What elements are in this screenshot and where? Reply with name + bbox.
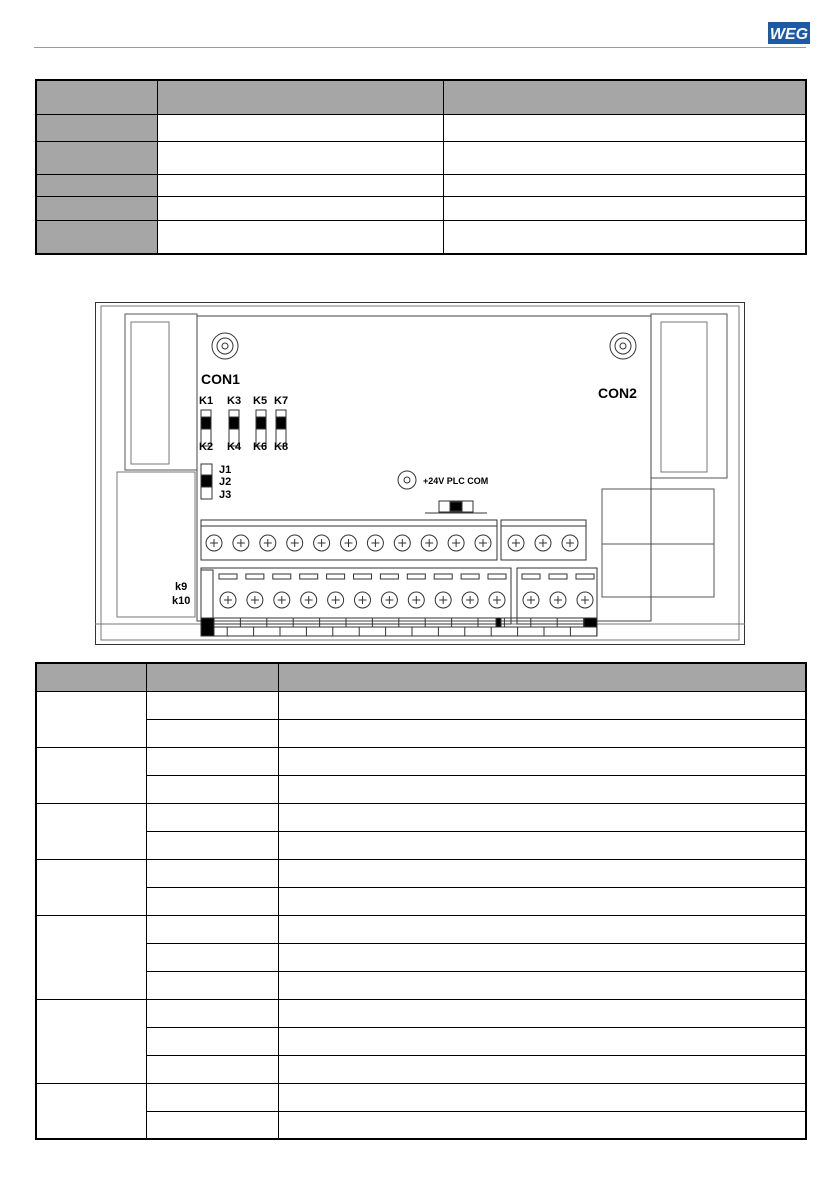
- terminal-screw-slot: [278, 596, 286, 604]
- terminal-tab: [354, 574, 372, 579]
- table-row: [36, 114, 806, 141]
- terminal-screw-slot: [291, 539, 299, 547]
- terminal-screw-slot: [345, 539, 353, 547]
- table-row: [36, 831, 806, 859]
- con2-label: CON2: [598, 385, 637, 401]
- k-label-bottom: K2: [199, 441, 214, 453]
- terminal-tab: [327, 574, 345, 579]
- bottom-table: [35, 662, 807, 1140]
- terminal-screw-slot: [332, 596, 340, 604]
- terminal-tab: [434, 574, 452, 579]
- terminal-screw-slot: [371, 539, 379, 547]
- table-row: [36, 1083, 806, 1111]
- terminal-tab: [522, 574, 540, 579]
- terminal-screw-slot: [439, 596, 447, 604]
- terminal-screw-slot: [466, 596, 474, 604]
- terminal-tab: [246, 574, 264, 579]
- table-header-row: [36, 663, 806, 691]
- terminal-screw-slot: [512, 539, 520, 547]
- table-row: [36, 747, 806, 775]
- table-header-row: [36, 80, 806, 114]
- jumper-label: J1: [219, 464, 232, 476]
- table-row: [36, 999, 806, 1027]
- terminal-screw-slot: [318, 539, 326, 547]
- terminal-screw-slot: [305, 596, 313, 604]
- k-label-top: K5: [253, 395, 268, 407]
- table-row: [36, 196, 806, 220]
- terminal-tab: [273, 574, 291, 579]
- table-row: [36, 691, 806, 719]
- terminal-screw-slot: [539, 539, 547, 547]
- terminal-screw-slot: [566, 539, 574, 547]
- terminal-tab: [380, 574, 398, 579]
- power-select-label: +24V PLC COM: [423, 476, 489, 486]
- k-label-top: K7: [274, 395, 289, 407]
- terminal-screw-slot: [581, 596, 589, 604]
- terminal-screw-slot: [479, 539, 487, 547]
- header-rule: [34, 47, 806, 48]
- k-label-bottom: K8: [274, 441, 289, 453]
- table-row: [36, 719, 806, 747]
- terminal-screw-slot: [452, 539, 460, 547]
- table-row: [36, 971, 806, 999]
- jumper-label: J3: [219, 489, 232, 501]
- table-row: [36, 220, 806, 254]
- table-row: [36, 1111, 806, 1139]
- terminal-screw-slot: [385, 596, 393, 604]
- k-label-bottom: K4: [227, 441, 242, 453]
- terminal-screw-slot: [210, 539, 218, 547]
- table-row: [36, 943, 806, 971]
- terminal-screw-slot: [237, 539, 245, 547]
- logo-text: WEG: [769, 26, 809, 43]
- table-row: [36, 859, 806, 887]
- terminal-screw-slot: [264, 539, 272, 547]
- terminal-screw-slot: [554, 596, 562, 604]
- terminal-screw-slot: [224, 596, 232, 604]
- terminal-tab: [488, 574, 506, 579]
- table-row: [36, 915, 806, 943]
- weg-logo: [768, 22, 810, 44]
- k-label-bottom: K6: [253, 441, 268, 453]
- top-table: [35, 79, 807, 255]
- terminal-screw-slot: [425, 539, 433, 547]
- k10-label: k10: [172, 595, 191, 607]
- terminal-tab: [461, 574, 479, 579]
- con1-label: CON1: [201, 371, 240, 387]
- terminal-tab: [219, 574, 237, 579]
- terminal-screw-slot: [398, 539, 406, 547]
- terminal-screw-slot: [527, 596, 535, 604]
- table-row: [36, 775, 806, 803]
- table-row: [36, 803, 806, 831]
- table-row: [36, 887, 806, 915]
- k-label-top: K3: [227, 395, 242, 407]
- k9-label: k9: [175, 581, 188, 593]
- table-row: [36, 1027, 806, 1055]
- terminal-screw-slot: [359, 596, 367, 604]
- terminal-screw-slot: [412, 596, 420, 604]
- k-label-top: K1: [199, 395, 214, 407]
- terminal-tab: [576, 574, 594, 579]
- table-row: [36, 1055, 806, 1083]
- terminal-screw-slot: [493, 596, 501, 604]
- control-board-diagram: [95, 302, 745, 645]
- terminal-tab: [549, 574, 567, 579]
- terminal-tab: [407, 574, 425, 579]
- table-row: [36, 141, 806, 174]
- terminal-screw-slot: [251, 596, 259, 604]
- jumper-label: J2: [219, 476, 232, 488]
- table-row: [36, 174, 806, 196]
- terminal-tab: [300, 574, 318, 579]
